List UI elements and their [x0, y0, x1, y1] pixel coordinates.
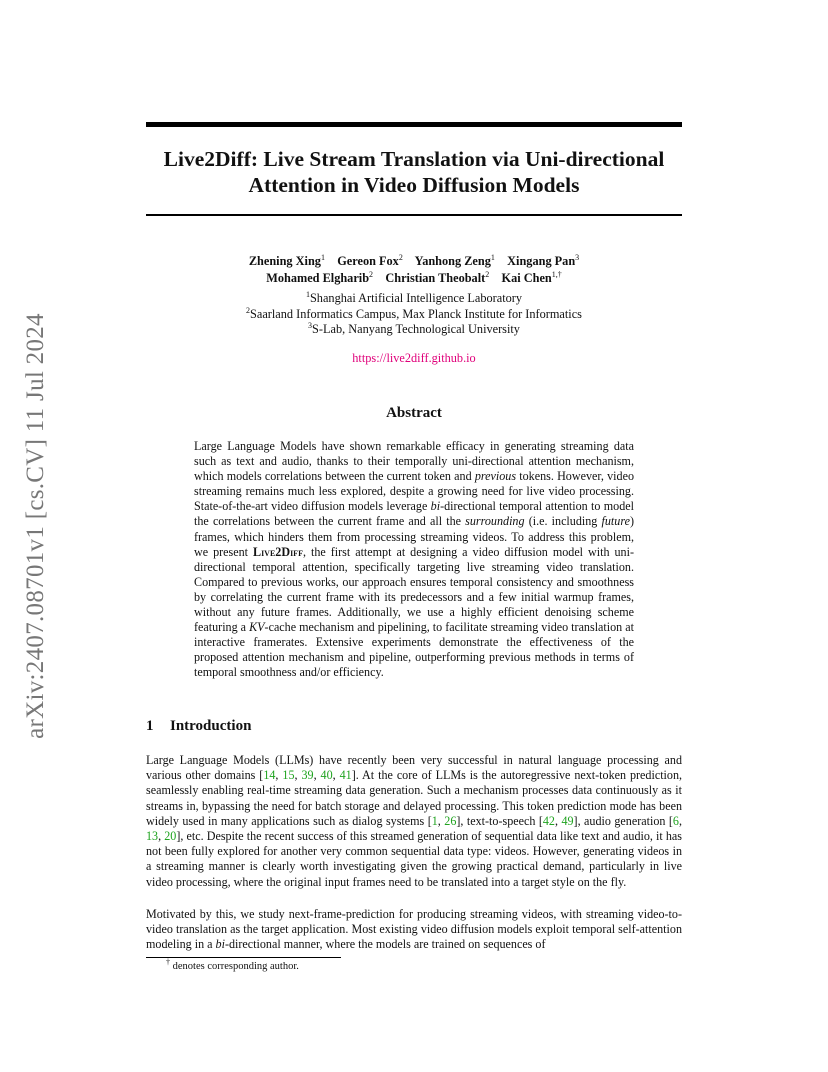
abstract-heading: Abstract	[386, 405, 442, 421]
citation[interactable]: 42	[542, 813, 555, 828]
citation[interactable]: 26	[444, 813, 457, 828]
citation[interactable]: 6	[672, 813, 679, 828]
author: Yanhong Zeng$^1$	[414, 252, 495, 268]
citation[interactable]: 15	[282, 768, 295, 783]
citation[interactable]: 14	[263, 768, 276, 783]
affiliation: $^2$Saarland Informatics Campus, Max Planck Institute for Informatics	[246, 305, 582, 321]
author: Mohamed Elgharib$^2$	[266, 269, 374, 285]
intro-paragraph-1: Large Language Models (LLMs) have recently been very successful in natural language processing and various other domains [14, 15, 39, 40, 41]. At the core of LLMs is the autoregressive next-token prediction, seamlessly enabling real-time streaming data generation. Such a mechanism processes data continuously as it streams in, bypassing the need for batch storage and delayed processing. This token prediction mode has been widely used in many applications such as dialog systems [1, 26], text-to-speech [42, 49], audio generation [6, 13, 20], etc. Despite the recent success of this streamed generation of sequential data like text and audio, it has not been fully explored for another very common sequential data type: videos. However, generating videos in a streaming manner is clearly worth investigating given the growing practical demand, particularly in live video processing, where the original input frames need to be translated into a target style on the fly.	[146, 753, 683, 889]
abstract-body: Large Language Models have shown remarkable efficacy in generating streaming data such as text and audio, thanks to their temporally uni-directional attention mechanism, which models correlations between the current token and previous tokens. However, video streaming remains much less explored, despite a growing need for live video processing. State-of-the-art video diffusion models leverage bi-directional temporal attention to model the correlations between the current frame and all the surrounding (i.e. including future) frames, which hinders them from processing streaming videos. To address this problem, we present Live2Diff, the first attempt at designing a video diffusion model with uni-directional temporal attention, specifically targeting live streaming video translation. Compared to previous works, our approach ensures temporal consistency and smoothness by correlating the current frame with its predecessors and a few initial warmup frames, without any future frames. Additionally, we use a highly efficient denoising scheme featuring a KV-cache mechanism and pipelining, to facilitate streaming video translation at interactive framerates. Extensive experiments demonstrate the effectiveness of the proposed attention mechanism and pipeline, outperforming previous methods in terms of temporal smoothness and/or efficiency.	[194, 439, 635, 680]
footnote-rule	[146, 957, 341, 958]
citation[interactable]: 13	[146, 829, 159, 844]
author: Kai Chen$^{1,\dagger}$	[501, 269, 562, 285]
author: Christian Theobalt$^2$	[385, 269, 490, 285]
affiliations	[146, 291, 682, 338]
affiliation: $^3$S-Lab, Nanyang Technological University	[308, 321, 520, 337]
title-line-1: Live2Diff: Live Stream Translation via Uni-directional	[163, 147, 665, 171]
citation[interactable]: 49	[561, 813, 574, 828]
author: Xingang Pan$^3$	[507, 252, 580, 268]
title-line-2: Attention in Video Diffusion Models	[248, 173, 580, 197]
citation[interactable]: 41	[339, 768, 352, 783]
title-rule-top	[146, 122, 682, 127]
author-line-1	[146, 253, 682, 270]
method-name: Live2Diff	[253, 544, 303, 559]
citation[interactable]: 20	[164, 829, 177, 844]
citation[interactable]: 1	[431, 813, 438, 828]
footnote: † denotes corresponding author.	[166, 957, 299, 972]
paper-title	[146, 146, 682, 198]
author-list	[146, 253, 682, 287]
affiliation: $^1$Shanghai Artificial Intelligence Laboratory	[305, 289, 523, 305]
project-link[interactable]: https://live2diff.github.io	[352, 351, 476, 365]
citation[interactable]: 40	[320, 768, 333, 783]
citation[interactable]: 39	[301, 768, 314, 783]
section-heading: 1 Introduction	[146, 718, 252, 734]
title-rule-bottom	[146, 214, 682, 216]
author: Gereon Fox$^2$	[337, 252, 403, 268]
author: Zhening Xing$^1$	[248, 252, 325, 268]
arxiv-stamp: arXiv:2407.08701v1 [cs.CV] 11 Jul 2024	[22, 313, 49, 739]
author-line-2	[146, 270, 682, 287]
intro-paragraph-2: Motivated by this, we study next-frame-prediction for producing streaming videos, with streaming video-to-video translation as the target application. Most existing video diffusion models exploit temporal self-attention modeling in a bi-directional manner, where the models are trained on sequences of	[146, 907, 682, 952]
